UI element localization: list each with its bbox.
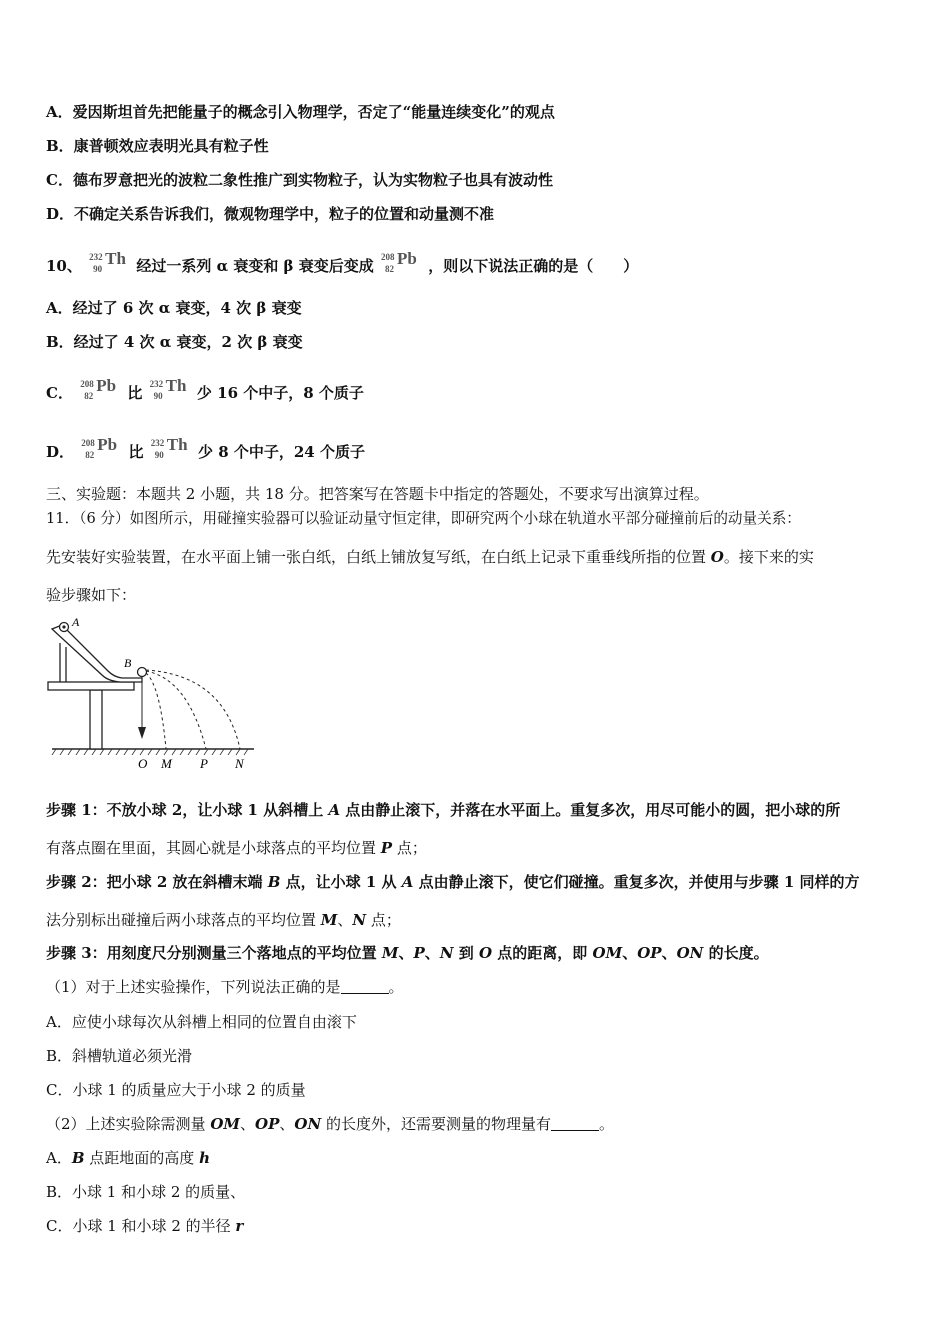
part-1-option-a: A．应使小球每次从斜槽上相同的位置自由滚下 — [46, 1013, 357, 1031]
part-2-question: （2）上述实验除需测量 OM、OP、ON 的长度外，还需要测量的物理量有 。 — [46, 1115, 614, 1133]
step-1-line-2: 有落点圈在里面，其圆心就是小球落点的平均位置 P 点； — [46, 839, 427, 857]
q11-intro-1: 11．（6 分）如图所示，用碰撞实验器可以验证动量守恒定律，即研究两个小球在轨道水平部分碰撞前后的动量关系： — [46, 510, 801, 527]
q9-option-b: B．康普顿效应表明光具有粒子性 — [46, 137, 269, 155]
answer-blank-2[interactable] — [551, 1116, 599, 1131]
step-2-line-1: 步骤 2：把小球 2 放在斜槽末端 B 点，让小球 1 从 A 点由静止滚下，使它们碰撞。重复多次，并使用与步骤 1 同样的方 — [46, 873, 860, 891]
label-o: O — [138, 756, 148, 771]
lead-nuclide: 208 82 Pb — [80, 376, 117, 401]
part-1-question: （1）对于上述实验操作，下列说法正确的是 。 — [46, 978, 404, 996]
thorium-nuclide: 232 90 Th — [89, 249, 126, 274]
label-b: B — [124, 656, 132, 670]
part-2-option-a: A．B 点距地面的高度 h — [46, 1149, 210, 1167]
lead-nuclide: 208 82 Pb — [380, 249, 417, 274]
collision-apparatus-figure — [46, 615, 260, 775]
q10-text-2: ，则以下说法正确的是（ ） — [428, 257, 639, 275]
q9-option-c: C．德布罗意把光的波粒二象性推广到实物粒子，认为实物粒子也具有波动性 — [46, 171, 553, 189]
q10-text-1: 经过一系列 α 衰变和 β 衰变后变成 — [136, 257, 374, 275]
part-2-option-c: C．小球 1 和小球 2 的半径 r — [46, 1217, 244, 1235]
label-p: P — [200, 756, 208, 771]
q10-stem — [46, 251, 638, 276]
q9-option-d: D．不确定关系告诉我们，微观物理学中，粒子的位置和动量测不准 — [46, 205, 495, 223]
q10-option-d: D． 208 82 Pb 比 232 90 Th 少 8 个中子，24 个质子 — [46, 435, 365, 461]
q10-option-c: C． 208 82 Pb 比 232 90 Th 少 16 个中子，8 个质子 — [46, 376, 364, 402]
label-a: A — [72, 615, 80, 629]
q10-option-a: A．经过了 6 次 α 衰变，4 次 β 衰变 — [46, 299, 302, 317]
section-3-heading: 三、实验题：本题共 2 小题，共 18 分。把答案写在答题卡中指定的答题处，不要求写出演算过程。 — [46, 485, 709, 503]
step-3: 步骤 3：用刻度尺分别测量三个落地点的平均位置 M、P、N 到 O 点的距离，即 OM、OP、ON 的长度。 — [46, 944, 769, 962]
part-1-option-b: B．斜槽轨道必须光滑 — [46, 1047, 193, 1065]
q9-option-a: A．爱因斯坦首先把能量子的概念引入物理学，否定了“能量连续变化”的观点 — [46, 103, 555, 121]
lead-nuclide: 208 82 Pb — [81, 435, 118, 460]
q11-intro-3: 验步骤如下： — [46, 586, 137, 604]
thorium-nuclide: 232 90 Th — [149, 376, 187, 401]
thorium-nuclide: 232 90 Th — [150, 435, 188, 460]
step-1-line-1: 步骤 1：不放小球 2，让小球 1 从斜槽上 A 点由静止滚下，并落在水平面上。重复多次，用尽可能小的圆，把小球的所 — [46, 801, 841, 819]
q10-number: 10、 — [46, 257, 82, 275]
label-m: M — [161, 756, 172, 771]
part-2-option-b: B．小球 1 和小球 2 的质量、 — [46, 1183, 246, 1201]
q11-intro-2: 先安装好实验装置，在水平面上铺一张白纸，白纸上铺放复写纸，在白纸上记录下重垂线所指的位置 O。接下来的实 — [46, 548, 814, 566]
label-n: N — [235, 756, 244, 771]
q10-option-b: B．经过了 4 次 α 衰变，2 次 β 衰变 — [46, 333, 303, 351]
step-2-line-2: 法分别标出碰撞后两小球落点的平均位置 M、N 点； — [46, 911, 401, 929]
answer-blank-1[interactable] — [341, 979, 389, 994]
part-1-option-c: C．小球 1 的质量应大于小球 2 的质量 — [46, 1081, 306, 1099]
